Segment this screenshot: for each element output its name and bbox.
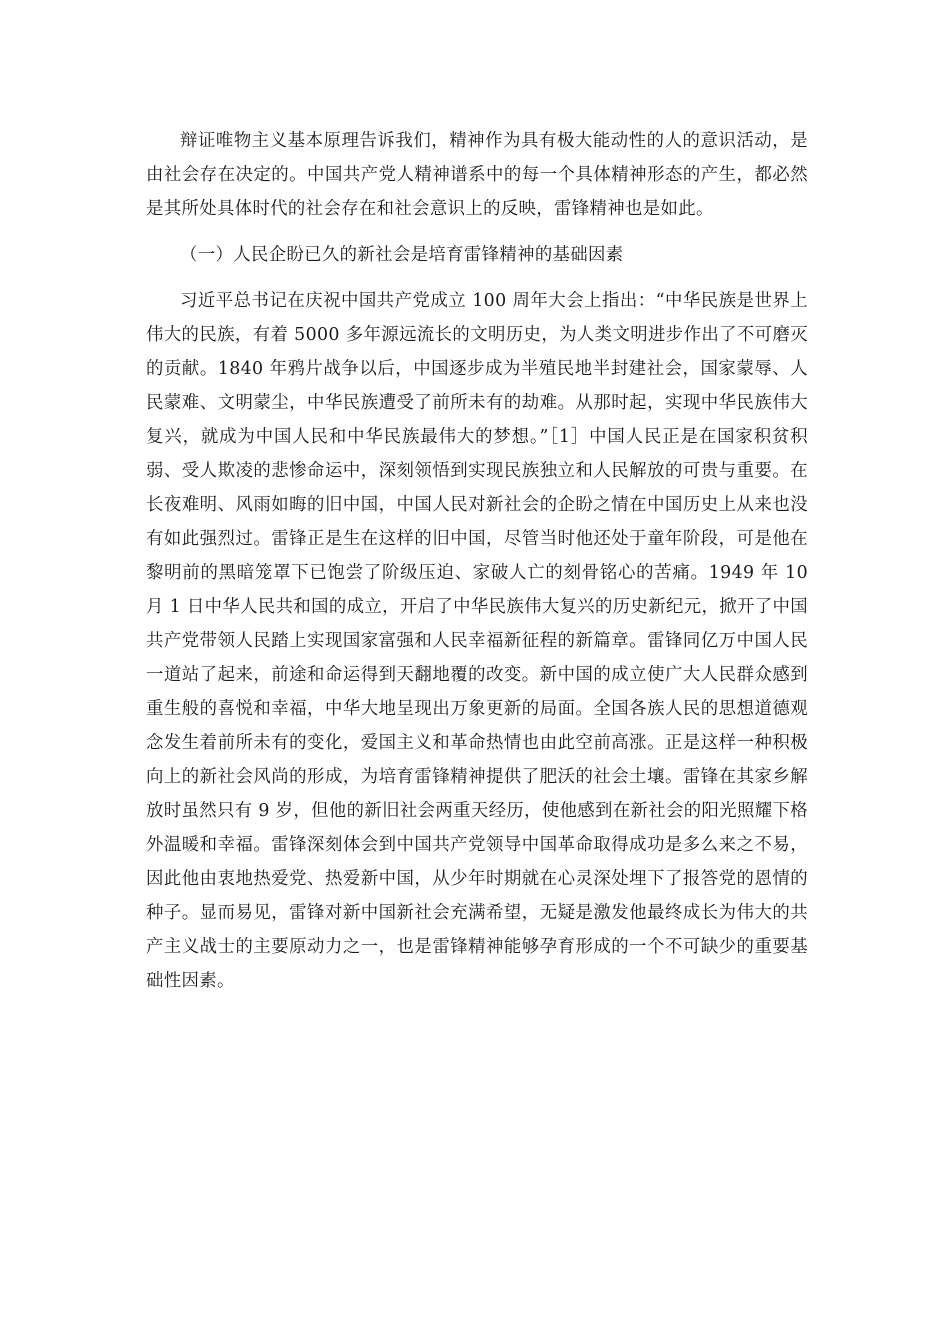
section-heading: （一）人民企盼已久的新社会是培育雷锋精神的基础因素 xyxy=(180,245,624,265)
paragraph-intro: 辩证唯物主义基本原理告诉我们，精神作为具有极大能动性的人的意识活动，是由社会存在决定的。中国共产党人精神谱系中的每一个具体精神形态的产生，都必然是其所处具体时代的社会存在和社会意识上的反映，雷锋精神也是如此。 xyxy=(146,131,808,219)
document-body xyxy=(146,124,808,998)
paragraph-main: 习近平总书记在庆祝中国共产党成立 100 周年大会上指出：“中华民族是世界上伟大的民族，有着 5000 多年源远流长的文明历史，为人类文明进步作出了不可磨灭的贡献。1840 年鸦片战争以后，中国逐步成为半殖民地半封建社会，国家蒙辱、人民蒙难、文明蒙尘，中华民族遭受了前所未有的劫难。从那时起，实现中华民族伟大复兴，就成为中国人民和中华民族最伟大的梦想。”［1］中国人民正是在国家积贫积弱、受人欺凌的悲惨命运中，深刻领悟到实现民族独立和人民解放的可贵与重要。在长夜难明、风雨如晦的旧中国，中国人民对新社会的企盼之情在中国历史上从来也没有如此强烈过。雷锋正是生在这样的旧中国，尽管当时他还处于童年阶段，可是他在黎明前的黑暗笼罩下已饱尝了阶级压迫、家破人亡的刻骨铭心的苦痛。1949 年 10 月 1 日中华人民共和国的成立，开启了中华民族伟大复兴的历史新纪元，掀开了中国共产党带领人民踏上实现国家富强和人民幸福新征程的新篇章。雷锋同亿万中国人民一道站了起来，前途和命运得到天翻地覆的改变。新中国的成立使广大人民群众感到重生般的喜悦和幸福，中华大地呈现出万象更新的局面。全国各族人民的思想道德观念发生着前所未有的变化，爱国主义和革命热情也由此空前高涨。正是这样一种积极向上的新社会风尚的形成，为培育雷锋精神提供了肥沃的社会土壤。雷锋在其家乡解放时虽然只有 9 岁，但他的新旧社会两重天经历，使他感到在新社会的阳光照耀下格外温暖和幸福。雷锋深刻体会到中国共产党领导中国革命取得成功是多么来之不易，因此他由衷地热爱党、热爱新中国，从少年时期就在心灵深处埋下了报答党的恩情的种子。显而易见，雷锋对新中国新社会充满希望，无疑是激发他最终成长为伟大的共产主义战士的主要原动力之一，也是雷锋精神能够孕育形成的一个不可缺少的重要基础性因素。 xyxy=(146,291,808,991)
